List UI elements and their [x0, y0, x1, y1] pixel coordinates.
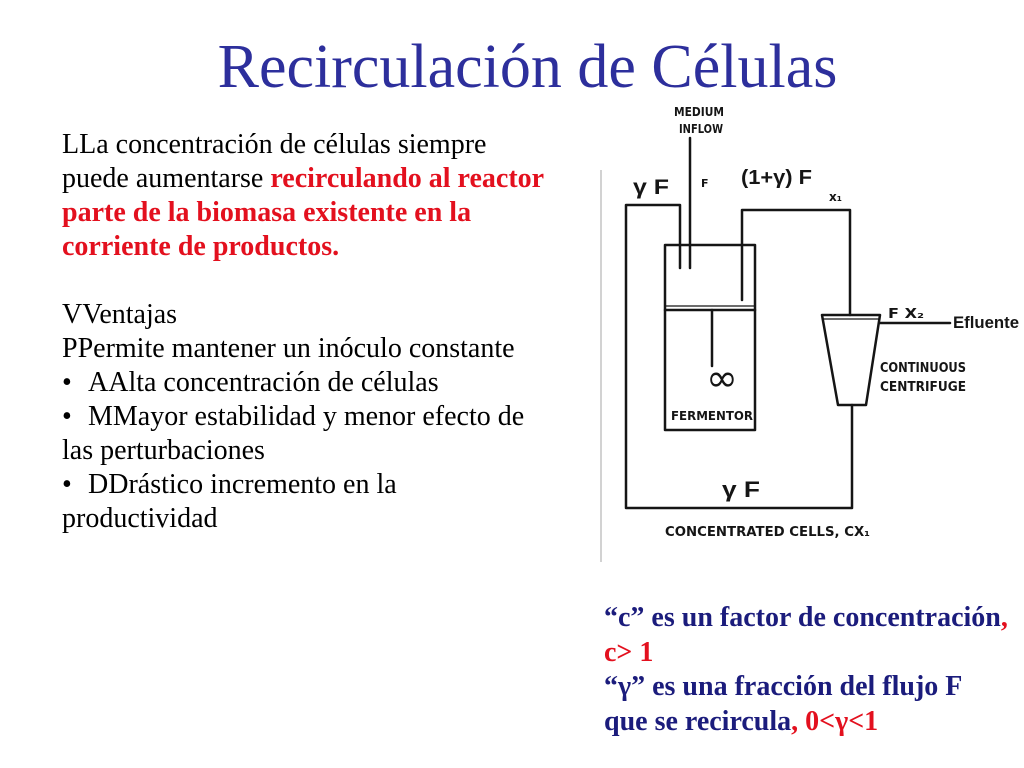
- effluent-flow-label: F X₂: [888, 307, 924, 322]
- advantages-lead: PPermite mantener un inóculo constante: [62, 333, 515, 364]
- blank-line: [62, 264, 544, 298]
- medium-inflow-label: MEDIUM: [674, 105, 724, 119]
- recycle-loop-line: [626, 205, 852, 508]
- intro-line: [62, 230, 544, 264]
- bullet-text: AAlta concentración de células: [88, 367, 439, 398]
- feed-flow-label: F: [701, 177, 709, 190]
- note-emphasis-text: c> 1: [604, 636, 654, 668]
- fermentor-label: FERMENTOR: [671, 409, 753, 423]
- note-text: “c” es un factor de concentración: [604, 602, 1001, 633]
- reactor-outflow-line: [742, 210, 850, 315]
- centrifuge-label: CONTINUOUS: [880, 361, 966, 376]
- intro-emphasis-text: recirculando al reactor: [270, 163, 545, 194]
- body-text: [62, 128, 544, 536]
- intro-emphasis-text: corriente de productos.: [62, 231, 340, 262]
- intro-line: [62, 196, 544, 230]
- note-line: [604, 670, 1008, 705]
- stirrer-impeller-symbol: ∞: [706, 356, 738, 400]
- bullet-icon: •: [62, 401, 72, 432]
- advantage-bullet-item: [62, 366, 544, 400]
- note-text: que se recircula: [604, 705, 792, 737]
- bullet-text: MMayor estabilidad y menor efecto de: [88, 401, 525, 432]
- bullet-icon: •: [62, 367, 72, 398]
- note-text: “γ” es una fracción del flujo F: [604, 671, 963, 702]
- bullet-text: DDrástico incremento en la: [88, 469, 397, 500]
- medium-inflow-label: INFLOW: [679, 122, 723, 136]
- note-line: [604, 705, 1008, 740]
- intro-text: LLa concentración de células siempre: [62, 129, 487, 160]
- bullet-continuation: las perturbaciones: [62, 435, 265, 466]
- effluent-label: Efluente: [953, 313, 1019, 332]
- note-line: [604, 601, 1008, 636]
- concentrated-cells-label: CONCENTRATED CELLS, CX₁: [665, 525, 870, 540]
- advantage-bullet-item: [62, 468, 544, 502]
- intro-emphasis-text: parte de la biomasa existente en la: [62, 197, 472, 228]
- intro-line: [62, 162, 544, 196]
- recycle-return-flow-label: γ F: [722, 477, 760, 502]
- slide-title: Recirculación de Células: [217, 33, 838, 101]
- centrifuge-shape: [822, 315, 880, 405]
- recirculation-diagram: [585, 90, 1024, 570]
- intro-line: [62, 128, 544, 162]
- note-emphasis-text: , 0<γ<1: [791, 705, 879, 737]
- bullet-continuation: productividad: [62, 503, 218, 534]
- bullet-icon: •: [62, 469, 72, 500]
- advantages-heading: VVentajas: [62, 299, 178, 330]
- reactor-outflow-label: (1+γ) F: [741, 167, 812, 189]
- advantage-bullet-item: [62, 400, 544, 434]
- note-emphasis-text: ,: [1000, 602, 1008, 633]
- note-line: [604, 636, 1008, 671]
- centrifuge-label: CENTRIFUGE: [880, 380, 966, 395]
- outflow-concentration-label: x₁: [829, 190, 842, 204]
- notes: [604, 601, 1008, 739]
- recycle-in-flow-label: γ F: [633, 176, 670, 199]
- intro-text: puede aumentarse: [62, 163, 271, 194]
